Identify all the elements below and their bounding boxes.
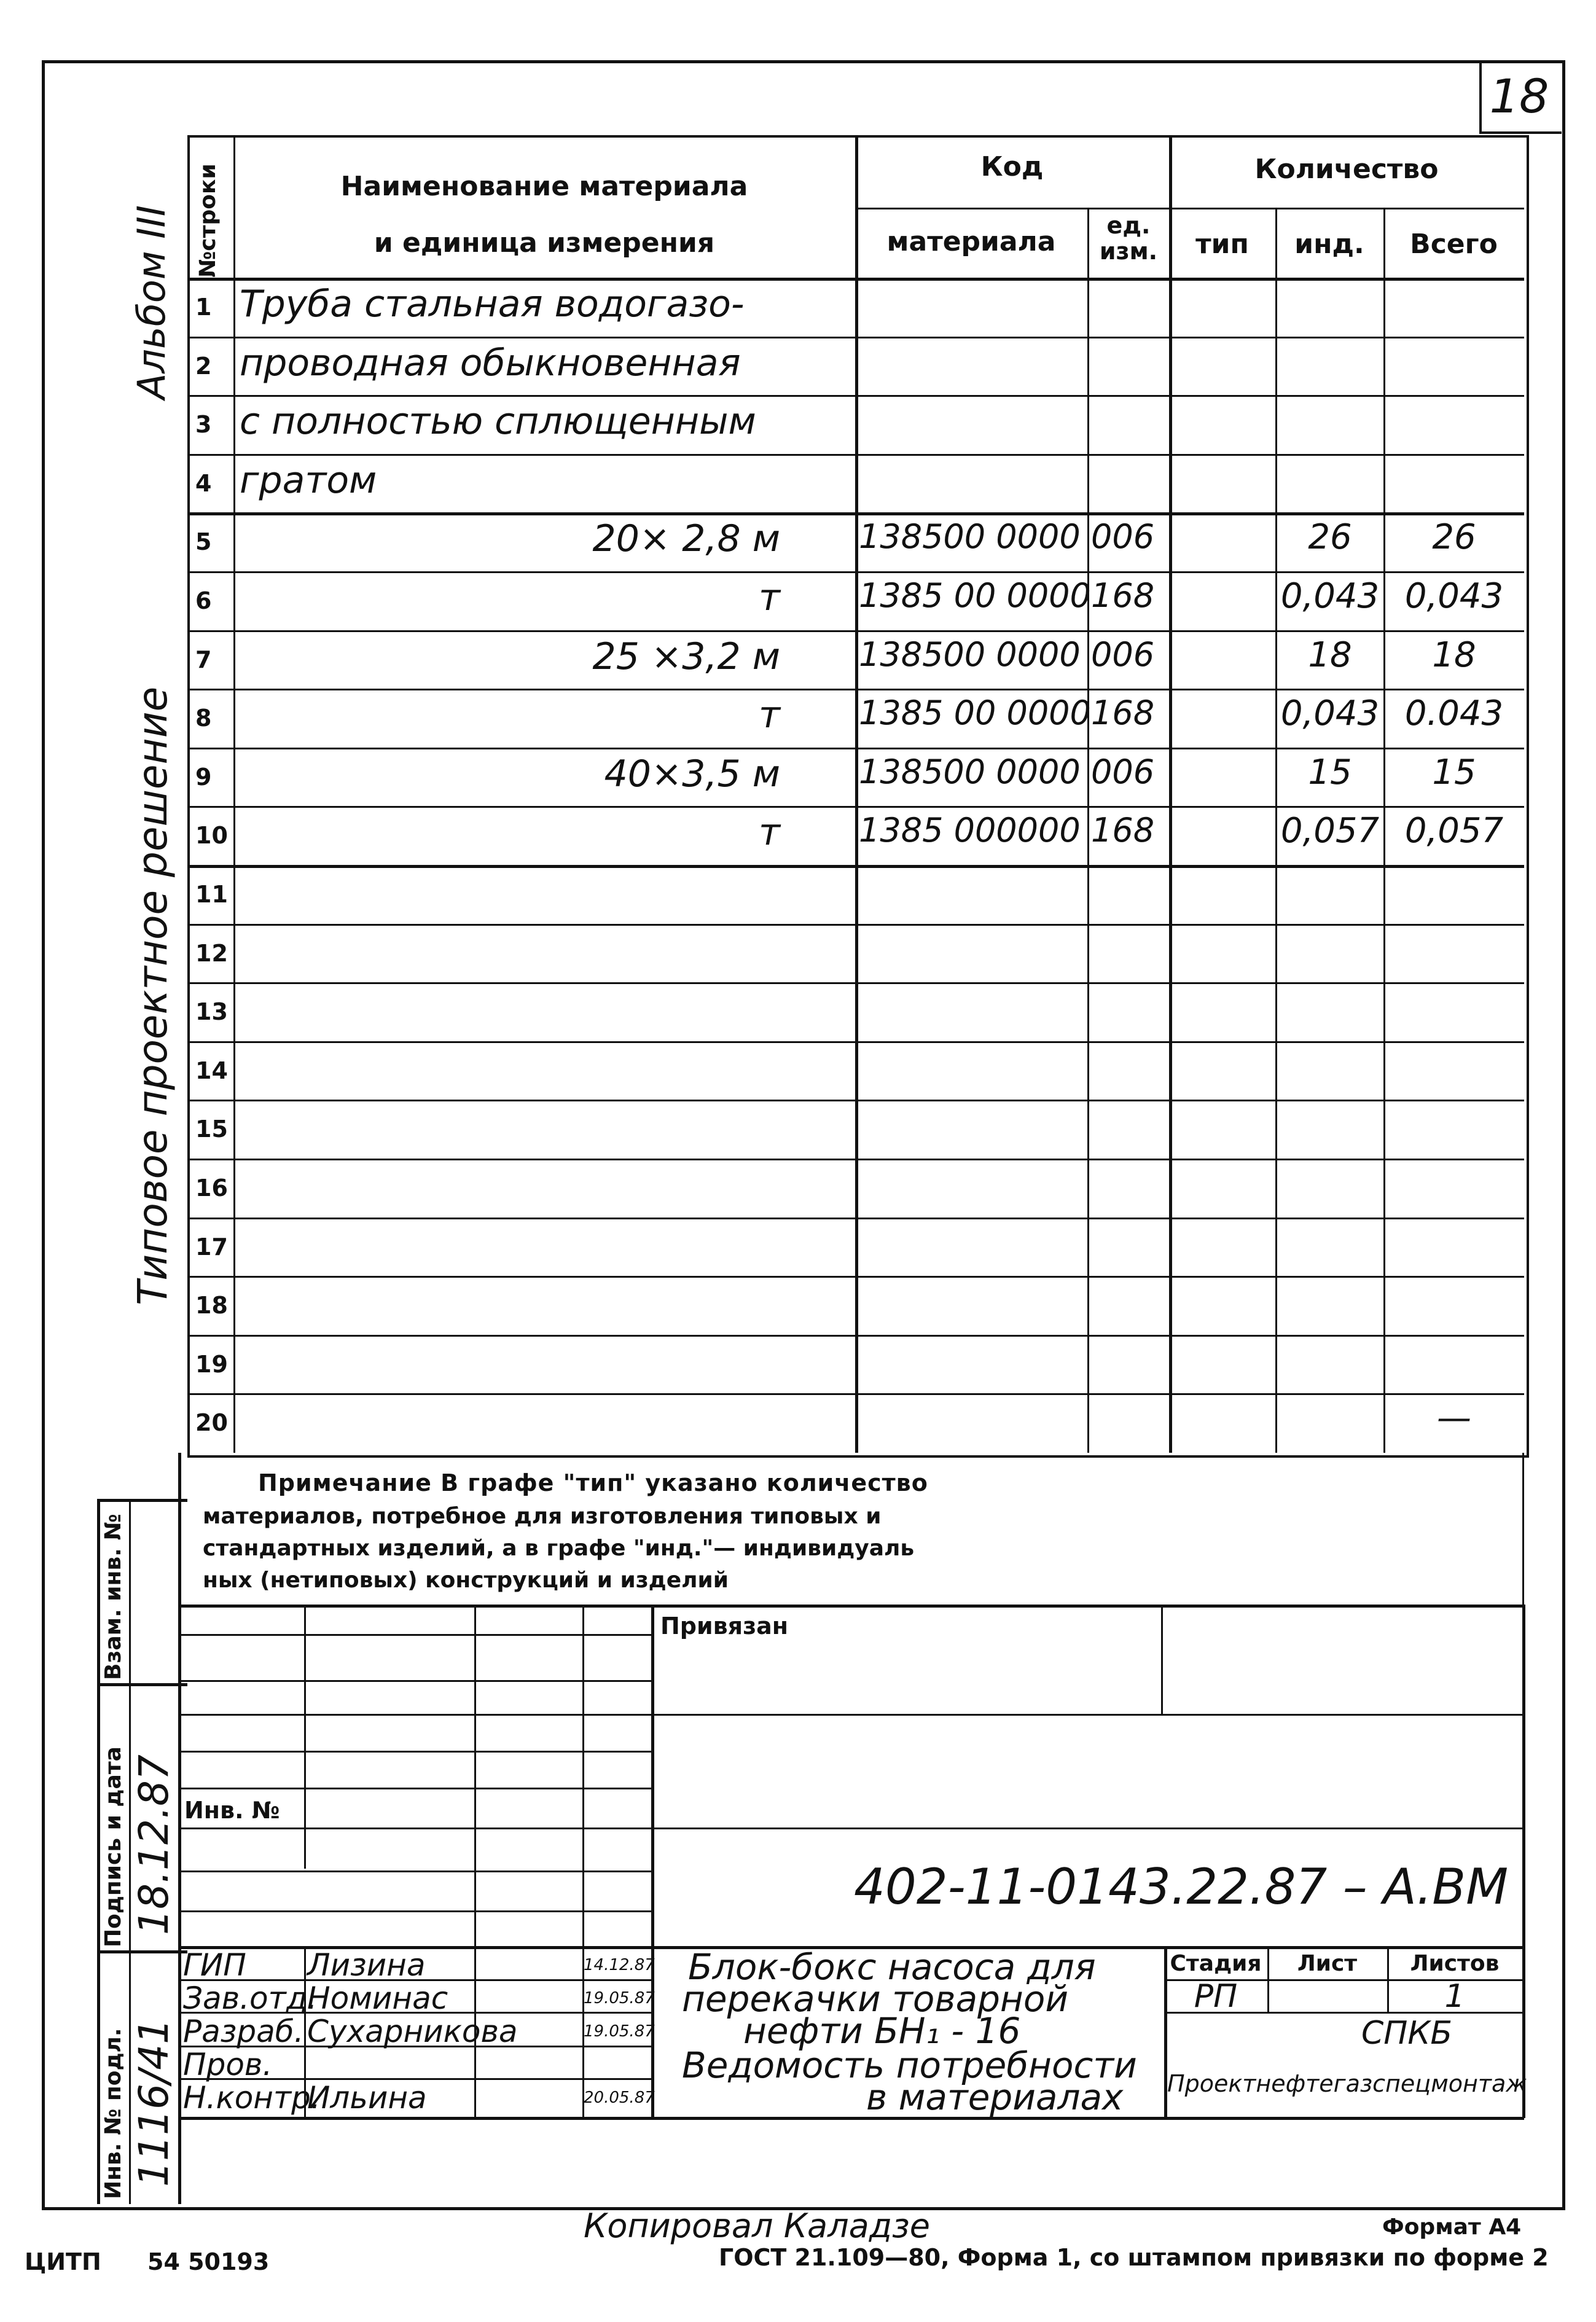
signature-name: Ильина [307, 2080, 427, 2116]
signature-name: Номинас [307, 1980, 448, 2016]
row-unit-cell: 168 [1091, 811, 1155, 850]
note-line-4: ных (нетиповых) конструкций и изделий [203, 1568, 729, 1593]
privyazan-label: Привязан [660, 1612, 789, 1640]
name-column-header: Наименование материала и единица измерения [340, 171, 748, 259]
row-unit-cell: 006 [1091, 752, 1155, 791]
row-name-cell: 20× 2,8 м [592, 517, 780, 561]
row-number: 11 [195, 881, 228, 908]
inv-podl-value: 1116/41 [130, 2018, 178, 2187]
row-line [187, 454, 1524, 456]
table-vline [233, 135, 235, 1453]
row-line [187, 337, 1524, 338]
row-name-cell: гратом [240, 458, 377, 502]
organization-name: СПКБ [1361, 2015, 1452, 2052]
sheet-label: Лист [1297, 1951, 1358, 1976]
signature-date: 20.05.87 [584, 2089, 655, 2107]
row-name-cell: Труба стальная водогазо- [240, 283, 745, 326]
signature-role: ГИП [183, 1947, 246, 1983]
inv-no-label: Инв. № [184, 1797, 280, 1824]
stage-value: РП [1194, 1978, 1238, 2015]
project-label: Типовое проектное решение [129, 686, 176, 1305]
row-number: 16 [195, 1175, 228, 1202]
row-line [187, 748, 1524, 749]
row-unit-cell: 006 [1091, 517, 1155, 557]
left-strip-sep [97, 1950, 187, 1953]
sheet-number: 18 [1489, 69, 1549, 123]
document-code: 402-11-0143.22.87 – А.ВМ [854, 1858, 1509, 1915]
signature-role: Пров. [183, 2047, 273, 2082]
left-strip-line [97, 1499, 100, 2204]
row-code-cell: 1385 00 0000 [859, 576, 1091, 615]
title-line-3: нефти БН₁ - 16 [743, 2010, 1021, 2052]
row-total-cell: — [1437, 1398, 1471, 1439]
row-line [187, 1100, 1524, 1101]
row-name-cell: т [759, 811, 780, 854]
row-code-cell: 138500 0000 [859, 752, 1081, 791]
album-label: Альбом III [129, 205, 174, 399]
stamp-line [178, 1714, 1524, 1716]
signature-date: 19.05.87 [584, 2022, 655, 2041]
row-name-cell: проводная обыкновенная [240, 341, 741, 385]
row-line [187, 1218, 1524, 1219]
sign-date-value: 18.12.87 [130, 1754, 178, 1935]
stamp-line [178, 1910, 651, 1912]
signature-role: Н.контр. [183, 2080, 321, 2116]
row-ind-cell: 0,057 [1280, 811, 1380, 851]
vzam-inv-label: Взам. инв. № [101, 1514, 126, 1680]
signature-name: Сухарникова [307, 2014, 518, 2049]
inv-podl-label: Инв. № подл. [101, 2028, 126, 2199]
signature-role: Зав.отд. [183, 1980, 318, 2016]
stamp-vline [304, 1605, 306, 1869]
row-code-cell: 138500 0000 [859, 517, 1081, 557]
qty-type-header: тип [1195, 229, 1249, 260]
row-name-cell: 40×3,5 м [604, 752, 780, 796]
signature-name: Лизина [307, 1947, 426, 1983]
row-unit-cell: 168 [1091, 694, 1155, 733]
row-number: 13 [195, 998, 228, 1026]
table-vline [1383, 208, 1385, 1453]
row-ind-cell: 18 [1308, 635, 1352, 675]
row-number: 9 [195, 763, 212, 791]
row-line [187, 1276, 1524, 1278]
stamp-vline [582, 1605, 584, 1949]
row-line [187, 395, 1524, 397]
stamp-vline [474, 1605, 476, 1949]
stamp-line [178, 1680, 651, 1682]
stamp-line [178, 1788, 651, 1789]
stamp-line [178, 1751, 651, 1753]
sign-date-label: Подпись и дата [101, 1746, 126, 1947]
row-code-cell: 1385 00 0000 [859, 694, 1091, 733]
row-ind-cell: 0,043 [1280, 576, 1380, 616]
qty-ind-header: инд. [1294, 229, 1364, 260]
table-vline [855, 135, 858, 1453]
row-number: 6 [195, 587, 212, 614]
stamp-line [178, 1634, 651, 1636]
row-number: 14 [195, 1057, 228, 1084]
row-total-cell: 26 [1432, 517, 1476, 558]
title-line-1: Блок-бокс насоса для [688, 1946, 1096, 1988]
row-line [187, 630, 1524, 632]
row-number: 12 [195, 939, 228, 967]
row-name-cell: т [759, 694, 780, 737]
title-line-5: в материалах [866, 2076, 1124, 2118]
row-number: 10 [195, 822, 228, 850]
organization-full: Проектнефтегазспецмонтаж [1167, 2070, 1527, 2097]
note-line-1: Примечание В графе "тип" указано количество [258, 1469, 928, 1496]
gost-line: ГОСТ 21.109—80, Форма 1, со штампом привязки по форме 2 [719, 2244, 1549, 2271]
row-number: 5 [195, 528, 212, 556]
row-ind-cell: 0,043 [1280, 694, 1380, 734]
title-line-4: Ведомость потребности [682, 2044, 1137, 2086]
row-line [187, 865, 1524, 868]
row-line [187, 1041, 1524, 1043]
row-number: 17 [195, 1233, 228, 1261]
row-line [187, 571, 1524, 573]
row-code-cell: 138500 0000 [859, 635, 1081, 674]
code-header: Код [980, 151, 1044, 182]
row-number: 2 [195, 352, 212, 380]
row-total-cell: 0.043 [1404, 694, 1504, 734]
row-code-cell: 1385 000000 [859, 811, 1081, 850]
row-line [187, 512, 1524, 515]
code-unit-header: ед. изм. [1099, 212, 1158, 265]
row-number: 1 [195, 294, 212, 321]
row-number: 3 [195, 411, 212, 439]
stage-label: Стадия [1170, 1951, 1262, 1976]
note-line-2: материалов, потребное для изготовления типовых и [203, 1504, 882, 1529]
row-unit-cell: 168 [1091, 576, 1155, 615]
left-strip-top [97, 1499, 187, 1502]
row-total-cell: 18 [1432, 635, 1476, 675]
stamp-line [178, 1828, 1524, 1829]
signature-date: 14.12.87 [584, 1956, 655, 1974]
row-number-header: №строки [195, 163, 221, 278]
signature-role: Разраб. [183, 2014, 304, 2049]
table-vline [1087, 208, 1089, 1453]
header-bottom-line [187, 278, 1524, 281]
note-line-3: стандартных изделий, а в графе "инд."— индивидуаль [203, 1536, 915, 1561]
title-line-2: перекачки товарной [682, 1978, 1069, 2020]
quantity-header: Количество [1254, 154, 1439, 185]
table-vline [1275, 208, 1277, 1453]
code-material-header: материала [886, 226, 1056, 257]
header-line [855, 208, 1524, 209]
qty-total-header: Всего [1410, 229, 1498, 260]
row-number: 18 [195, 1292, 228, 1319]
stamp-bottom [178, 2117, 1524, 2120]
row-line [187, 806, 1524, 808]
stamp-vline [651, 1605, 654, 2118]
row-unit-cell: 006 [1091, 635, 1155, 674]
row-line [187, 1393, 1524, 1395]
row-line [187, 1335, 1524, 1337]
sheets-value: 1 [1444, 1978, 1465, 2015]
row-number: 15 [195, 1116, 228, 1143]
note-bottom-line [178, 1605, 1524, 1608]
row-ind-cell: 26 [1308, 517, 1352, 558]
table-vline [1169, 135, 1172, 1453]
citp-label: ЦИТП [25, 2248, 101, 2275]
row-ind-cell: 15 [1308, 752, 1352, 792]
row-line [187, 689, 1524, 690]
copied-by: Копировал Каладзе [584, 2207, 930, 2245]
row-line [187, 1159, 1524, 1160]
row-line [187, 924, 1524, 926]
note-right-line [1522, 1453, 1524, 1606]
materials-table [187, 135, 1529, 1458]
row-number: 8 [195, 705, 212, 732]
row-total-cell: 15 [1432, 752, 1476, 792]
row-number: 7 [195, 646, 212, 673]
stamp-vline [1161, 1605, 1163, 1715]
signature-date: 19.05.87 [584, 1989, 655, 2007]
row-line [187, 982, 1524, 984]
row-total-cell: 0,043 [1404, 576, 1504, 616]
row-name-cell: т [759, 576, 780, 619]
row-total-cell: 0,057 [1404, 811, 1504, 851]
row-number: 4 [195, 469, 212, 497]
row-name-cell: 25 ×3,2 м [592, 635, 780, 678]
row-number: 20 [195, 1409, 228, 1437]
stamp-line [178, 1871, 651, 1872]
sheets-label: Листов [1410, 1951, 1500, 1976]
row-number: 19 [195, 1350, 228, 1378]
citp-number: 54 50193 [147, 2248, 270, 2275]
row-name-cell: с полностью сплющенным [240, 400, 756, 444]
format-label: Формат А4 [1382, 2214, 1522, 2240]
left-strip-sep [97, 1683, 187, 1686]
